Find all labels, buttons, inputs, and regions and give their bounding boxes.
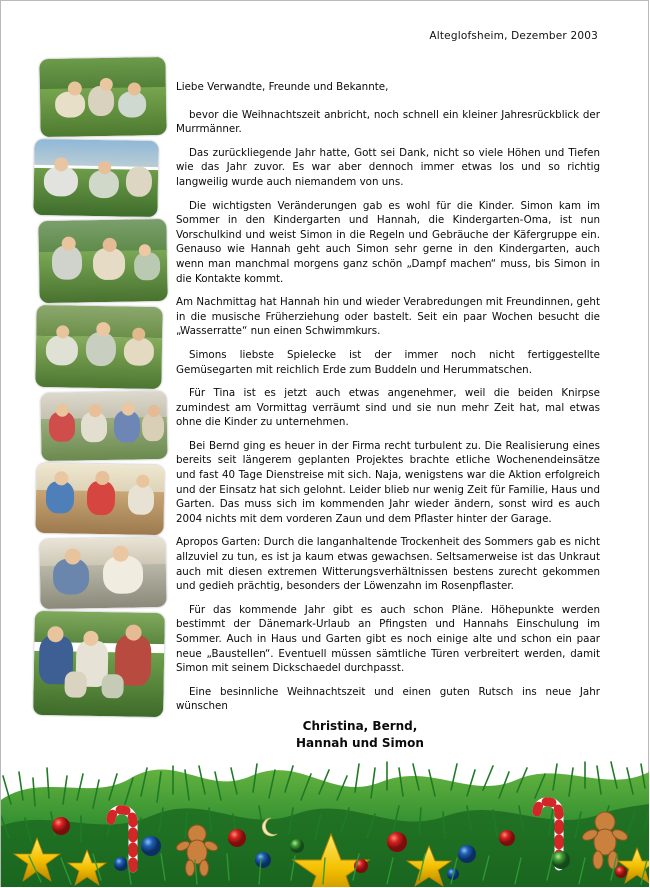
photo-children-group-5: [40, 391, 167, 461]
bauble-blue-2: [255, 852, 271, 868]
paragraph-4: Am Nachmittag hat Hannah hin und wieder Verabredungen mit Freundinnen, geht in die musische Früherziehung oder bastelt. Seit ein paar Wochen besucht die „Wasserratte“ nun einen Schwimmkurs.: [176, 296, 600, 338]
bauble-blue-1: [141, 836, 161, 856]
paragraph-6: Für Tina ist es jetzt auch etwas angenehmer, weil die beiden Knirpse zumindest am Vormittag verräumt sind und sie nun mehr Zeit hat, mal etwas ohne die Kinder zu unternehmen.: [176, 387, 600, 429]
bauble-red-3: [387, 832, 407, 852]
salutation: Liebe Verwandte, Freunde und Bekannte,: [176, 81, 389, 93]
paragraph-7: Bei Bernd ging es heuer in der Firma recht turbulent zu. Die Realisierung eines bereits seit längerem geplanten Projektes brachte etliche Wochenendeinsätze und fast 40 Tage Dienstreise mit sich. Naja, wenigstens war die Aktion erfolgreich und der Einsatz hat sich gelohnt. Leider blieb nur wenig Zeit für Familie, Haus und Garten. Das muss sich im kommenden Jahr wieder ändern, sonst wird es auch 2004 nichts mit dem vorderen Zaun und dem Pflaster hinter der Garage.: [176, 439, 600, 525]
paragraph-8: Apropos Garten: Durch die langanhaltende Trockenheit des Sommers gab es nicht allzuviel zu tun, es ist ja kaum etwas gewachsen. Seltsamerweise ist das Unkraut auch mit diesen extremen Witterungsverhältnissen bestens zurecht gekommen und gedieh prächtig, besonders der Löwenzahn im Rosenpflaster.: [176, 536, 600, 593]
photo-children-meadow-1: [39, 57, 166, 137]
photo-children-meadow-2: [33, 139, 158, 217]
bauble-green-1: [290, 839, 304, 853]
bauble-blue-3: [458, 845, 476, 863]
signature-line-2: Hannah und Simon: [296, 736, 424, 750]
signature-line-1: Christina, Bernd,: [302, 719, 418, 733]
bauble-red-2: [228, 829, 246, 847]
photo-children-playing-3: [38, 219, 167, 303]
bauble-blue-4: [114, 857, 128, 871]
paragraph-10: Eine besinnliche Weihnachtszeit und einen guten Rutsch ins neue Jahr wünschen: [176, 685, 600, 713]
bauble-green-2: [552, 851, 570, 869]
paragraph-3: Die wichtigsten Veränderungen gab es wohl für die Kinder. Simon kam im Sommer in den Kindergarten und Hannah, die Kindergarten-Oma, ist nun Vorschulkind und weist Simon in die Regeln und Gebräuche der Käfergruppe ein. Genauso wie Hannah geht auch Simon sehr gerne in den Kindergarten, auch wenn man manchmal morgens ganz schön „Dampf machen“ muss, bis Simon in die Kontakte kommt.: [176, 199, 600, 285]
paragraph-1: bevor die Weihnachtszeit anbricht, noch schnell ein kleiner Jahresrückblick der Murrmänner.: [176, 108, 600, 136]
bauble-red-6: [615, 866, 627, 878]
bauble-red-4: [499, 830, 515, 846]
photo-family-portrait-8: [33, 611, 165, 717]
bauble-red-1: [52, 817, 70, 835]
photo-children-garden-4: [35, 305, 162, 389]
date-line: Alteglofsheim, Dezember 2003: [429, 30, 598, 42]
garland-svg: [1, 742, 649, 887]
christmas-garland-footer: [1, 742, 649, 887]
photo-column: [34, 58, 164, 718]
paragraph-5: Simons liebste Spielecke ist der immer noch nicht fertiggestellte Gemüsegarten mit reichlich Erde zum Buddeln und Herummatschen.: [176, 348, 600, 376]
letter-body: [176, 80, 600, 723]
photo-children-table-6: [35, 463, 164, 535]
paragraph-9: Für das kommende Jahr gibt es auch schon Pläne. Höhepunkte werden bestimmt der Dänemark-Urlaub an Pfingsten und Hannahs Einschulung im Sommer. Auch in Haus und Garten gibt es noch einige alte und schon ein paar neue „Baustellen“. Eventuell müssen sämtliche Türen verbreitert werden, damit Simon mit seinem Dickschaedel durchpasst.: [176, 603, 600, 675]
photo-children-hug-7: [39, 537, 166, 609]
paragraph-2: Das zurückliegende Jahr hatte, Gott sei Dank, nicht so viele Höhen und Tiefen wie das Jahr zuvor. Es war aber dennoch immer etwas los und so richtig langweilig wurde auch niemandem von uns.: [176, 146, 600, 188]
